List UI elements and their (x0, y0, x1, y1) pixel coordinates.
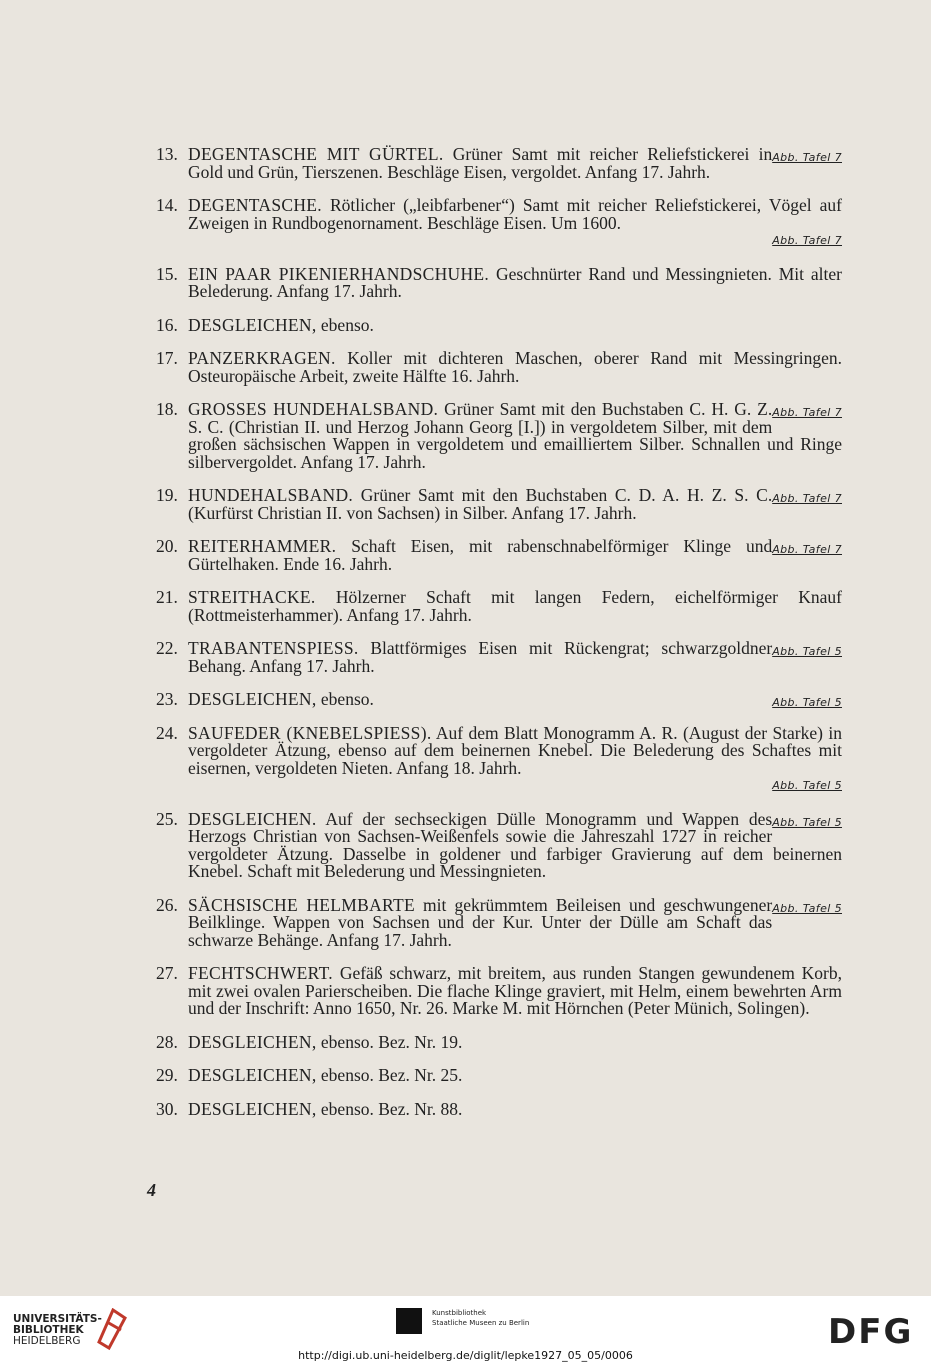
entry-title: SAUFEDER (KNEBELSPIESS). (188, 722, 432, 743)
catalog-entry (156, 197, 842, 250)
catalog-entry (156, 691, 842, 709)
catalog-entry (156, 487, 842, 522)
entry-description: Auf dem Blatt Monogramm A. R. (August der Starke) in vergoldeter Ätzung, ebenso auf dem beinernen Knebel. Die Belederung des Schaftes mit eisernen, vergoldeten Nieten. Anfang 18. Jahrh. (188, 722, 842, 778)
plate-reference: Abb. Tafel 5 (772, 779, 842, 792)
catalog-entry (156, 538, 842, 573)
catalog-entry (156, 1031, 842, 1052)
kb-line-1: Kunstbibliothek (432, 1309, 487, 1317)
entry-number: 20. (156, 536, 178, 556)
ub-mark-icon (95, 1308, 129, 1352)
catalog-entry (156, 808, 842, 881)
entry-number: 15. (156, 263, 178, 284)
entry-number: 19. (156, 485, 178, 505)
plate-reference: Abb. Tafel 7 (772, 543, 842, 556)
plate-reference: Abb. Tafel 7 (772, 492, 842, 505)
entry-title: SÄCHSISCHE HELMBARTE (188, 894, 415, 915)
entry-text (188, 894, 842, 950)
entry-title: FECHTSCHWERT. (188, 963, 333, 983)
entry-title: DESGLEICHEN, (188, 689, 317, 709)
entry-text (188, 640, 842, 675)
plate-reference: Abb. Tafel 5 (772, 696, 842, 709)
catalog-entry (156, 894, 842, 950)
entry-description: ebenso. (320, 689, 374, 709)
plate-reference: Abb. Tafel 5 (772, 645, 842, 658)
entry-title: REITERHAMMER. (188, 536, 337, 556)
ub-heidelberg-logo[interactable] (13, 1314, 102, 1347)
catalog-entry (156, 350, 842, 385)
entry-description: ebenso. (320, 314, 374, 335)
entry-number: 17. (156, 348, 178, 368)
entry-description: Rötlicher („leibfarbener“) Samt mit reicher Reliefstickerei, Vögel auf Zweigen in Rundbogenornament. Beschläge Eisen. Um 1600. (188, 195, 842, 233)
entry-title: DEGENTASCHE. (188, 195, 322, 215)
entry-number: 13. (156, 144, 178, 164)
entry-description: Koller mit dichteren Maschen, oberer Rand mit Messingringen. Osteuropäische Arbeit, zweite Hälfte 16. Jahrh. (188, 348, 843, 386)
plate-reference: Abb. Tafel 5 (772, 901, 842, 915)
catalog-entries (156, 146, 842, 1134)
entry-text (188, 197, 842, 250)
entry-description: mit gekrümmtem Beileisen und geschwungener Beilklinge. Wappen von Sachsen und der Kur. Unter der Dülle am Schaft das schwarze Behänge. Anfang 17. Jahrh. (188, 894, 773, 950)
plate-reference: Abb. Tafel 7 (772, 151, 842, 164)
entry-description: ebenso. Bez. Nr. 19. (320, 1031, 463, 1052)
entry-text (188, 538, 842, 573)
entry-number: 21. (156, 587, 178, 607)
entry-text (188, 691, 842, 709)
entry-title: TRABANTENSPIESS. (188, 638, 359, 658)
catalog-entry (156, 401, 842, 471)
entry-title: STREITHACKE. (188, 587, 316, 607)
catalog-entry (156, 1067, 842, 1085)
entry-number: 14. (156, 195, 178, 215)
catalog-entry (156, 965, 842, 1018)
entry-description: Geschnürter Rand und Messingnieten. Mit alter Belederung. Anfang 17. Jahrh. (188, 263, 842, 301)
entry-text (188, 1067, 842, 1085)
entry-description: Auf der sechseckigen Dülle Monogramm und Wappen des Herzogs Christian von Sachsen-Weißenfels sowie die Jahreszahl 1727 in reicher vergoldeter Ätzung. Dasselbe in goldener und farbiger Gravierung auf dem beinernen Knebel. Schaft mit Belederung und Messingnieten. (188, 808, 842, 881)
entry-number: 26. (156, 894, 178, 915)
ub-line-1: UNIVERSITÄTS- (13, 1313, 102, 1325)
entry-description: ebenso. Bez. Nr. 25. (320, 1065, 463, 1085)
entry-description: Blattförmiges Eisen mit Rückengrat; schwarzgoldner Behang. Anfang 17. Jahrh. (188, 638, 773, 676)
entry-number: 29. (156, 1065, 178, 1085)
entry-title: GROSSES HUNDEHALSBAND. (188, 399, 439, 419)
entry-text (188, 1031, 842, 1052)
page-number: 4 (147, 1180, 156, 1200)
entry-number: 28. (156, 1031, 178, 1052)
entry-text (188, 401, 842, 471)
catalog-entry (156, 146, 842, 181)
entry-number: 27. (156, 963, 178, 983)
entry-title: DESGLEICHEN, (188, 1098, 317, 1119)
entry-number: 30. (156, 1098, 178, 1119)
entry-text (188, 487, 842, 522)
kb-line-2: Staatliche Museen zu Berlin (432, 1319, 530, 1327)
entry-description: Grüner Samt mit den Buchstaben C. D. A. H. Z. S. C. (Kurfürst Christian II. von Sachsen) in Silber. Anfang 17. Jahrh. (188, 485, 773, 523)
entry-number: 18. (156, 399, 178, 419)
entry-number: 25. (156, 808, 178, 829)
entry-number: 24. (156, 722, 178, 743)
plate-reference: Abb. Tafel 7 (772, 406, 842, 419)
entry-title: DESGLEICHEN, (188, 1031, 317, 1052)
entry-text (188, 1098, 842, 1119)
catalog-entry (156, 722, 842, 795)
catalog-entry (156, 640, 842, 675)
entry-description: Hölzerner Schaft mit langen Federn, eichelförmiger Knauf (Rottmeisterhammer). Anfang 17. Jahrh. (188, 587, 842, 625)
entry-text (188, 965, 842, 1018)
entry-description: Grüner Samt mit reicher Reliefstickerei in Gold und Grün, Tierszenen. Beschläge Eisen, vergoldet. Anfang 17. Jahrh. (188, 144, 773, 182)
entry-text (188, 146, 842, 181)
entry-description: ebenso. Bez. Nr. 88. (320, 1098, 463, 1119)
entry-number: 23. (156, 689, 178, 709)
entry-title: PANZERKRAGEN. (188, 348, 336, 368)
kunstbibliothek-mark-icon (396, 1308, 422, 1334)
entry-title: HUNDEHALSBAND. (188, 485, 354, 505)
entry-description: Grüner Samt mit den Buchstaben C. H. G. Z. S. C. (Christian II. und Herzog Johann Georg [I.]) in vergoldetem Silber, mit dem großen sächsischen Wappen in vergoldetem und emailliertem Silber. Schnallen und Ringe silbervergoldet. Anfang 17. Jahrh. (188, 399, 842, 472)
entry-description: Schaft Eisen, mit rabenschnabelförmiger Klinge und Gürtelhaken. Ende 16. Jahrh. (188, 536, 773, 574)
entry-text (188, 263, 842, 301)
entry-text (188, 350, 842, 385)
plate-reference: Abb. Tafel 7 (772, 234, 842, 247)
plate-reference: Abb. Tafel 5 (772, 815, 842, 829)
entry-number: 22. (156, 638, 178, 658)
entry-text (188, 722, 842, 795)
entry-title: DESGLEICHEN, (188, 1065, 317, 1085)
entry-title: DEGENTASCHE MIT GÜRTEL. (188, 144, 444, 164)
entry-text (188, 589, 842, 624)
catalog-entry (156, 263, 842, 301)
catalog-entry (156, 589, 842, 624)
entry-number: 16. (156, 314, 178, 335)
entry-description: Gefäß schwarz, mit breitem, aus runden Stangen gewundenem Korb, mit zwei ovalen Parierscheiben. Die flache Klinge graviert, mit Helm, einem bewehrten Arm und der Inschrift: Anno 1650, Nr. 26. Marke M. mit Hörnchen (Peter Münich, Solingen). (188, 963, 843, 1018)
entry-title: EIN PAAR PIKENIERHANDSCHUHE. (188, 263, 490, 284)
entry-text (188, 314, 842, 335)
kunstbibliothek-logo[interactable] (398, 1308, 529, 1328)
catalog-entry (156, 1098, 842, 1119)
entry-text (188, 808, 842, 881)
permalink-url[interactable]: http://digi.ub.uni-heidelberg.de/diglit/lepke1927_05_05/0006 (298, 1349, 633, 1362)
ub-line-2: BIBLIOTHEK (13, 1324, 84, 1336)
ub-line-3: HEIDELBERG (13, 1335, 81, 1347)
entry-title: DESGLEICHEN, (188, 314, 317, 335)
dfg-logo[interactable]: DFG (828, 1312, 914, 1352)
entry-title: DESGLEICHEN. (188, 808, 317, 829)
footer-bar (0, 1296, 931, 1364)
catalog-entry (156, 314, 842, 335)
